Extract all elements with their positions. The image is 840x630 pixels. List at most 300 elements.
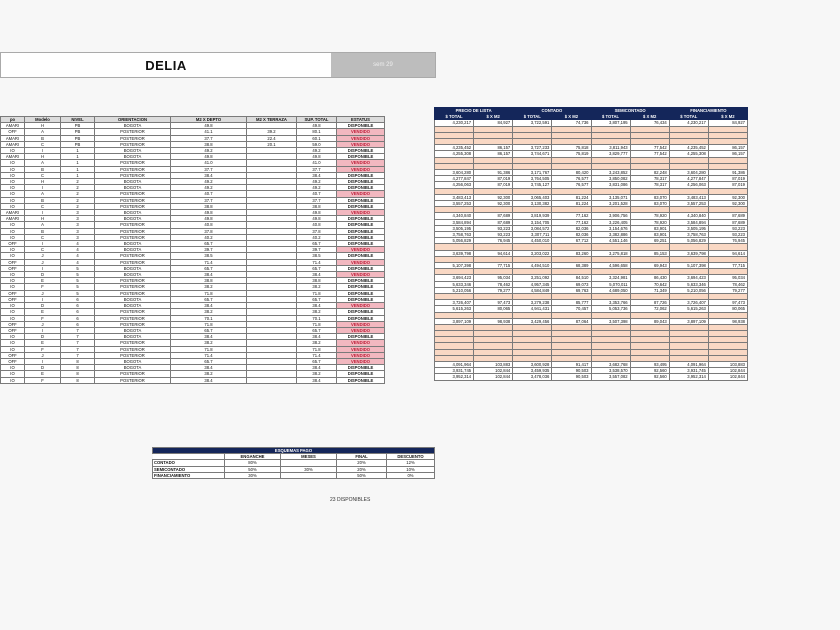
unit-status-cell: VENDIDO	[337, 191, 385, 197]
unit-cell: D	[25, 365, 61, 371]
unit-cell: 5	[61, 265, 95, 271]
price-cell: 87,689	[708, 219, 747, 225]
unit-cell: BOGOTA	[95, 327, 171, 333]
unit-cell: OFF	[1, 352, 25, 358]
unit-cell: 49.2	[297, 148, 337, 154]
price-cell: 90,503	[552, 368, 591, 374]
unit-cell: OFF	[1, 321, 25, 327]
price-cell: 3,065,403	[513, 194, 552, 200]
unit-cell: 71.8	[171, 290, 247, 296]
price-cell: 84,927	[708, 120, 747, 126]
price-group-label: FINANCIAMIENTO	[669, 108, 747, 114]
unit-cell: 80.1	[297, 129, 337, 135]
price-cell: 102,844	[474, 368, 513, 374]
unit-cell: POSTERIOR	[95, 135, 171, 141]
unit-cell: IO	[1, 278, 25, 284]
price-cell: 79,277	[474, 287, 513, 293]
price-cell: 82,248	[630, 169, 669, 175]
price-cell: 4,230,217	[435, 120, 474, 126]
unit-cell: BOGOTA	[95, 365, 171, 371]
unit-cell: 7	[61, 352, 95, 358]
price-cell: 3,604,280	[435, 169, 474, 175]
unit-cell: 38.2	[171, 371, 247, 377]
unit-cell: OFF	[1, 327, 25, 333]
unit-cell: 6	[61, 315, 95, 321]
unit-cell: 38.4	[297, 334, 337, 340]
unit-cell: I	[25, 296, 61, 302]
price-cell: 81,224	[552, 194, 591, 200]
unit-cell: 71.4	[171, 259, 247, 265]
price-cell: 76,577	[552, 176, 591, 182]
unit-cell: 2	[61, 179, 95, 185]
price-cell: 92,300	[708, 194, 747, 200]
price-cell: 78,317	[630, 182, 669, 188]
unit-cell: POSTERIOR	[95, 259, 171, 265]
price-cell: 5,633,346	[669, 281, 708, 287]
price-sub-label: $ X M2	[708, 114, 747, 120]
unit-cell: A	[25, 160, 61, 166]
unit-cell: 65.7	[297, 358, 337, 364]
price-cell: 77,162	[552, 213, 591, 219]
price-cell: 84,927	[474, 120, 513, 126]
unit-cell: 40.8	[297, 222, 337, 228]
price-cell: 3,952,314	[669, 374, 708, 380]
unit-cell: J	[25, 352, 61, 358]
unit-status-cell: DISPONIBLE	[337, 315, 385, 321]
price-cell: 72,062	[630, 306, 669, 312]
scheme-cell: 10%	[387, 466, 435, 472]
price-cell: 3,353,766	[591, 300, 630, 306]
price-cell: 3,758,763	[669, 231, 708, 237]
unit-cell: 49.8	[171, 216, 247, 222]
price-cell: 3,906,756	[591, 213, 630, 219]
unit-cell: IO	[1, 191, 25, 197]
price-cell: 4,340,840	[669, 213, 708, 219]
unit-cell: 38.8	[297, 203, 337, 209]
unit-cell: 49.8	[297, 210, 337, 216]
unit-cell: AMARI	[1, 141, 25, 147]
unit-status-cell: DISPONIBLE	[337, 222, 385, 228]
unit-cell: 2	[61, 185, 95, 191]
unit-cell: 6	[61, 303, 95, 309]
unit-cell: PB	[61, 129, 95, 135]
unit-cell: 40.7	[171, 191, 247, 197]
scheme-row	[153, 472, 435, 478]
price-cell: 4,235,452	[669, 145, 708, 151]
unit-cell: 38.2	[171, 340, 247, 346]
price-cell: 102,844	[708, 368, 747, 374]
unit-status-cell: VENDIDO	[337, 340, 385, 346]
unit-cell: H	[25, 179, 61, 185]
unit-cell: 3	[61, 234, 95, 240]
scheme-cell: 30%	[225, 472, 281, 478]
unit-cell: BOGOTA	[95, 334, 171, 340]
unit-cell: OFF	[1, 296, 25, 302]
price-group-label: PRECIO DE LISTA	[435, 108, 513, 114]
price-cell: 83,070	[630, 200, 669, 206]
price-cell: 3,203,022	[513, 250, 552, 256]
unit-cell: 6	[61, 321, 95, 327]
price-cell: 83,901	[630, 225, 669, 231]
unit-status-cell: DISPONIBLE	[337, 241, 385, 247]
scheme-row-label: CONTADO	[153, 460, 225, 466]
unit-cell: IO	[1, 185, 25, 191]
price-cell: 4,957,345	[513, 281, 552, 287]
price-cell: 92,300	[474, 194, 513, 200]
unit-cell: POSTERIOR	[95, 371, 171, 377]
units-col-header: M2 X TERRAZA	[247, 117, 297, 123]
unit-cell: BOGOTA	[95, 303, 171, 309]
price-cell: 4,551,146	[591, 238, 630, 244]
price-cell: 94,614	[474, 250, 513, 256]
price-cell: 77,162	[552, 219, 591, 225]
price-sub-label: $ X M2	[630, 114, 669, 120]
unit-cell: 49.8	[171, 210, 247, 216]
price-cell: 87,019	[708, 182, 747, 188]
unit-cell: 38.2	[297, 371, 337, 377]
price-cell: 70,642	[630, 281, 669, 287]
price-cell: 4,230,217	[669, 120, 708, 126]
price-cell: 75,819	[552, 151, 591, 157]
price-cell: 5,056,829	[435, 238, 474, 244]
price-cell: 86,157	[708, 145, 747, 151]
price-cell: 93,495	[630, 362, 669, 368]
price-cell: 84,510	[552, 275, 591, 281]
unit-cell: AMARI	[1, 123, 25, 129]
unit-cell: POSTERIOR	[95, 228, 171, 234]
price-cell: 3,478,036	[513, 374, 552, 380]
price-cell: 3,758,763	[435, 231, 474, 237]
price-cell: 97,473	[474, 300, 513, 306]
unit-cell: 7	[61, 334, 95, 340]
price-cell: 3,154,705	[513, 219, 552, 225]
price-cell: 4,450,010	[513, 238, 552, 244]
unit-cell: 38.4	[297, 377, 337, 383]
project-title: DELIA	[145, 57, 187, 73]
unit-cell: 71.4	[171, 352, 247, 358]
unit-status-cell: VENDIDO	[337, 358, 385, 364]
unit-status-cell: DISPONIBLE	[337, 123, 385, 129]
unit-cell: 49.2	[171, 148, 247, 154]
price-cell: 3,811,943	[591, 145, 630, 151]
price-cell: 76,577	[552, 182, 591, 188]
price-cell: 4,340,840	[435, 213, 474, 219]
unit-cell: 38.2	[297, 284, 337, 290]
unit-cell: POSTERIOR	[95, 160, 171, 166]
unit-status-cell: DISPONIBLE	[337, 265, 385, 271]
unit-cell: C	[25, 172, 61, 178]
unit-cell: AMARI	[1, 216, 25, 222]
unit-cell: 5	[61, 278, 95, 284]
unit-cell: 38.4	[297, 365, 337, 371]
price-cell: 86,430	[630, 275, 669, 281]
price-cell: 91,386	[708, 169, 747, 175]
unit-cell: POSTERIOR	[95, 278, 171, 284]
unit-cell: B	[25, 135, 61, 141]
unit-cell: 1	[61, 148, 95, 154]
unit-cell: 7	[61, 327, 95, 333]
unit-cell: E	[25, 278, 61, 284]
price-cell: 3,897,109	[435, 318, 474, 324]
price-cell: 3,279,238	[513, 300, 552, 306]
price-cell: 3,639,798	[435, 250, 474, 256]
price-cell: 86,157	[708, 151, 747, 157]
unit-cell: 2	[61, 203, 95, 209]
unit-cell: POSTERIOR	[95, 253, 171, 259]
unit-cell: IO	[1, 309, 25, 315]
unit-cell: B	[25, 166, 61, 172]
unit-cell: 65.7	[171, 358, 247, 364]
price-cell: 4,235,452	[435, 145, 474, 151]
unit-cell: D	[25, 272, 61, 278]
price-cell: 3,538,570	[591, 368, 630, 374]
price-sub-label: $ X M2	[552, 114, 591, 120]
price-cell: 95,034	[708, 275, 747, 281]
price-cell: 4,277,847	[435, 176, 474, 182]
price-cell: 3,505,195	[669, 225, 708, 231]
unit-cell: E	[25, 371, 61, 377]
price-cell: 3,952,314	[435, 374, 474, 380]
price-cell: 5,053,736	[591, 306, 630, 312]
unit-cell: 71.8	[171, 346, 247, 352]
price-cell: 82,036	[552, 231, 591, 237]
price-cell: 102,844	[474, 374, 513, 380]
price-cell: 70,457	[552, 306, 591, 312]
scheme-row-label: FINANCIAMIENTO	[153, 472, 225, 478]
unit-cell: 39.7	[297, 247, 337, 253]
unit-cell: I	[25, 241, 61, 247]
unit-cell: POSTERIOR	[95, 352, 171, 358]
price-cell: 90,503	[552, 374, 591, 380]
price-cell: 93,223	[474, 231, 513, 237]
unit-cell: 40.2	[297, 234, 337, 240]
unit-cell: POSTERIOR	[95, 129, 171, 135]
unit-cell: I	[25, 148, 61, 154]
unit-cell: 71.8	[297, 346, 337, 352]
unit-cell: AMARI	[1, 154, 25, 160]
unit-status-cell: DISPONIBLE	[337, 185, 385, 191]
price-cell: 3,171,767	[513, 169, 552, 175]
unit-cell: 4	[61, 247, 95, 253]
price-cell: 3,459,935	[513, 368, 552, 374]
price-cell: 3,135,071	[591, 194, 630, 200]
price-cell: 91,386	[474, 169, 513, 175]
unit-cell: F	[25, 315, 61, 321]
unit-cell: IO	[1, 334, 25, 340]
price-cell: 77,542	[630, 145, 669, 151]
unit-cell: POSTERIOR	[95, 340, 171, 346]
unit-cell: 38.2	[297, 340, 337, 346]
unit-cell: 65.7	[171, 241, 247, 247]
unit-cell	[247, 377, 297, 383]
unit-cell: J	[25, 253, 61, 259]
unit-cell: 70.1	[297, 315, 337, 321]
price-cell: 3,931,745	[435, 368, 474, 374]
price-group-label: SEMICONTADO	[591, 108, 669, 114]
price-cell: 4,689,050	[591, 287, 630, 293]
unit-cell: IO	[1, 172, 25, 178]
price-cell: 76,945	[474, 238, 513, 244]
unit-cell: 49.8	[297, 123, 337, 129]
unit-cell: 37.7	[171, 197, 247, 203]
price-cell: 87,019	[708, 176, 747, 182]
price-cell: 71,349	[630, 287, 669, 293]
unit-cell: 40.7	[297, 191, 337, 197]
unit-status-cell: VENDIDO	[337, 303, 385, 309]
unit-status-cell: DISPONIBLE	[337, 179, 385, 185]
unit-cell: 2	[61, 191, 95, 197]
unit-status-cell: DISPONIBLE	[337, 216, 385, 222]
unit-cell: 38.4	[297, 303, 337, 309]
unit-cell: POSTERIOR	[95, 309, 171, 315]
unit-cell: 49.8	[171, 154, 247, 160]
scheme-cell: 20%	[337, 460, 387, 466]
price-cell: 3,243,852	[591, 169, 630, 175]
unit-cell: 37.8	[171, 228, 247, 234]
price-cell: 93,223	[708, 231, 747, 237]
unit-status-cell: VENDIDO	[337, 129, 385, 135]
price-cell: 4,494,510	[513, 262, 552, 268]
unit-cell: 3	[61, 210, 95, 216]
unit-cell: 65.7	[171, 265, 247, 271]
price-cell: 4,255,308	[669, 151, 708, 157]
unit-cell: POSTERIOR	[95, 234, 171, 240]
price-cell: 87,726	[630, 300, 669, 306]
price-cell: 4,256,063	[669, 182, 708, 188]
unit-cell: 49.2	[171, 185, 247, 191]
unit-status-cell: DISPONIBLE	[337, 334, 385, 340]
unit-cell: OFF	[1, 358, 25, 364]
unit-cell: BOGOTA	[95, 185, 171, 191]
price-cell: 3,557,253	[435, 200, 474, 206]
unit-status-cell: VENDIDO	[337, 346, 385, 352]
price-cell: 3,130,382	[513, 200, 552, 206]
unit-cell: 2	[61, 197, 95, 203]
scheme-row-label: SEMICONTADO	[153, 466, 225, 472]
unit-status-cell: VENDIDO	[337, 141, 385, 147]
price-cell: 89,043	[630, 318, 669, 324]
price-cell: 5,210,056	[669, 287, 708, 293]
price-cell: 3,584,894	[669, 219, 708, 225]
unit-cell: BOGOTA	[95, 247, 171, 253]
unit-cell: 71.4	[297, 352, 337, 358]
price-cell: 4,256,063	[435, 182, 474, 188]
unit-cell: POSTERIOR	[95, 172, 171, 178]
scheme-cell: 80%	[225, 460, 281, 466]
unit-cell: BOGOTA	[95, 154, 171, 160]
price-cell: 5,210,056	[435, 287, 474, 293]
unit-cell: 5	[61, 272, 95, 278]
price-cell: 85,153	[630, 250, 669, 256]
unit-cell: BOGOTA	[95, 296, 171, 302]
unit-cell: 49.2	[297, 185, 337, 191]
price-cell: 3,829,777	[591, 151, 630, 157]
units-col-header: NIVEL	[61, 117, 95, 123]
price-cell: 103,883	[474, 362, 513, 368]
unit-cell: POSTERIOR	[95, 290, 171, 296]
price-cell: 87,019	[474, 176, 513, 182]
unit-cell: PB	[61, 135, 95, 141]
price-cell: 3,584,894	[435, 219, 474, 225]
payment-scheme-table	[152, 447, 435, 479]
unit-cell: IO	[1, 148, 25, 154]
price-group-label: CONTADO	[513, 108, 591, 114]
unit-status-cell: VENDIDO	[337, 259, 385, 265]
unit-status-cell: DISPONIBLE	[337, 309, 385, 315]
unit-cell: 70.1	[171, 315, 247, 321]
unit-cell: 5	[61, 284, 95, 290]
price-cell: 3,507,398	[591, 318, 630, 324]
units-col-header: Modelo	[25, 117, 61, 123]
price-cell: 91,417	[552, 362, 591, 368]
unit-cell: J	[25, 290, 61, 296]
unit-cell: BOGOTA	[95, 210, 171, 216]
unit-cell: 1	[61, 154, 95, 160]
price-cell: 80,065	[474, 306, 513, 312]
price-cell: 98,938	[708, 318, 747, 324]
price-cell: 87,689	[474, 213, 513, 219]
unit-cell: 37.7	[297, 197, 337, 203]
price-cell: 3,251,092	[513, 275, 552, 281]
unit-cell: 60.1	[297, 135, 337, 141]
price-cell: 5,633,346	[435, 281, 474, 287]
unit-status-cell: VENDIDO	[337, 321, 385, 327]
units-table	[0, 116, 385, 384]
unit-status-cell: DISPONIBLE	[337, 154, 385, 160]
price-cell: 3,154,676	[591, 225, 630, 231]
unit-status-cell: VENDIDO	[337, 160, 385, 166]
unit-status-cell: VENDIDO	[337, 272, 385, 278]
unit-status-cell: DISPONIBLE	[337, 228, 385, 234]
price-cell: 75,818	[552, 145, 591, 151]
unit-cell: 8	[61, 358, 95, 364]
price-cell: 98,938	[474, 318, 513, 324]
price-sub-label: $ TOTAL	[669, 114, 708, 120]
unit-cell: 71.4	[297, 259, 337, 265]
unit-status-cell: VENDIDO	[337, 327, 385, 333]
unit-cell: 39.2	[247, 129, 297, 135]
price-cell: 4,091,964	[435, 362, 474, 368]
unit-cell: IO	[1, 197, 25, 203]
price-sub-label: $ TOTAL	[513, 114, 552, 120]
unit-cell: POSTERIOR	[95, 222, 171, 228]
unit-cell: IO	[1, 377, 25, 383]
price-cell: 80,420	[552, 169, 591, 175]
unit-cell: F	[25, 284, 61, 290]
unit-cell: IO	[1, 315, 25, 321]
unit-cell: 49.2	[297, 179, 337, 185]
unit-cell: BOGOTA	[95, 241, 171, 247]
unit-cell: C	[25, 203, 61, 209]
price-cell: 3,764,505	[513, 176, 552, 182]
price-cell: 68,389	[552, 262, 591, 268]
unit-cell: 8	[61, 377, 95, 383]
unit-cell: IO	[1, 228, 25, 234]
price-cell: 87,689	[474, 219, 513, 225]
scheme-cell: 12%	[387, 460, 435, 466]
price-cell: 5,070,011	[591, 281, 630, 287]
price-cell: 95,034	[474, 275, 513, 281]
unit-cell: I	[25, 185, 61, 191]
unit-status-cell: DISPONIBLE	[337, 148, 385, 154]
unit-cell: C	[25, 247, 61, 253]
unit-cell: IO	[1, 346, 25, 352]
price-cell: 93,223	[474, 225, 513, 231]
price-cell: 69,073	[552, 281, 591, 287]
unit-cell: 38.5	[297, 253, 337, 259]
unit-cell: 71.8	[171, 321, 247, 327]
unit-cell: OFF	[1, 241, 25, 247]
